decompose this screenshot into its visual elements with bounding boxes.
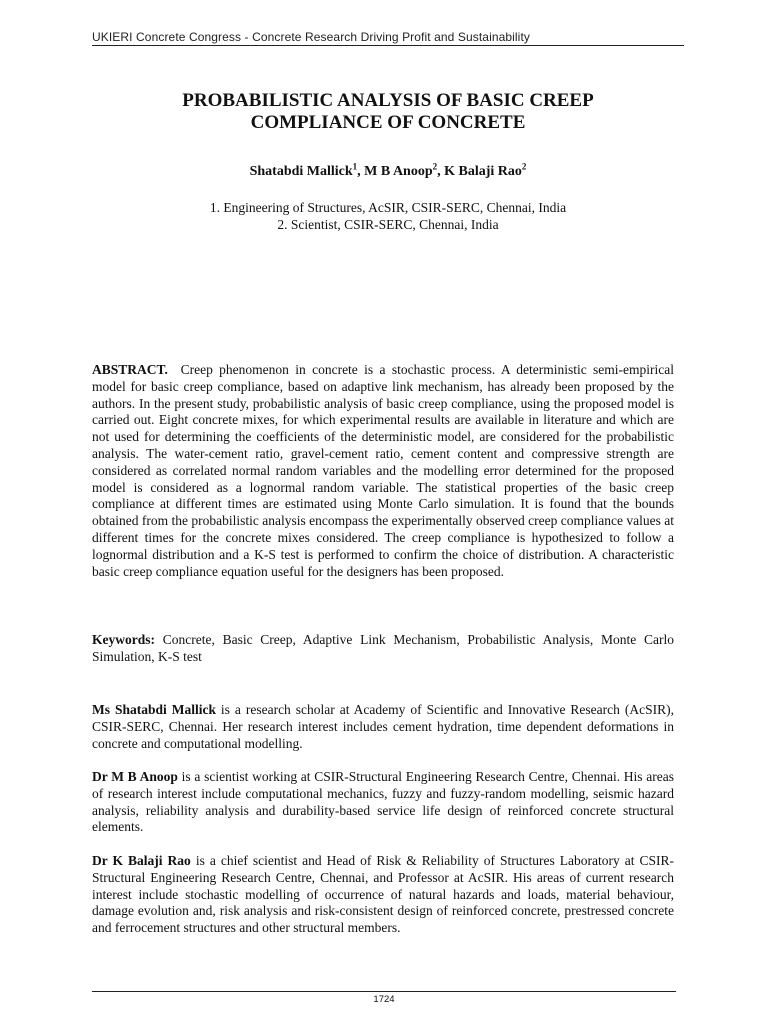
paper-title-line-2: COMPLIANCE OF CONCRETE (250, 112, 526, 133)
author-bio-balaji-rao (92, 853, 674, 937)
affiliation-2: 2. Scientist, CSIR-SERC, Chennai, India (277, 217, 499, 232)
author-bio-mallick (92, 702, 674, 752)
bio-text: is a scientist working at CSIR-Structural Engineering Research Centre, Chennai. His areas of research interest include computational mechanics, fuzzy and fuzzy-random modelling, seismic hazard analysis, reliability analysis and durability-based service life design of reinforced concrete structural elements. (92, 769, 675, 835)
keywords-text: Concrete, Basic Creep, Adaptive Link Mechanism, Probabilistic Analysis, Monte Carlo Simulation, K-S test (92, 632, 674, 664)
footer-rule (92, 991, 676, 992)
abstract-text: Creep phenomenon in concrete is a stochastic process. A deterministic semi-empirical model for basic creep compliance, based on adaptive link mechanism, has already been proposed by the authors. In the present study, probabilistic analysis of basic creep compliance, using the proposed model is carried out. Eight concrete mixes, for which experimental results are available in literature and which are not used for determining the coefficients of the deterministic model, are considered for the probabilistic analysis. The water-cement ratio, gravel-cement ratio, cement content and compressive strength are considered as correlated normal random variables and the modelling error determined for the proposed model is considered as a lognormal random variable. The statistical properties of the basic creep compliance at different times are estimated using Monte Carlo simulation. It is found that the bounds obtained from the probabilistic analysis encompass the experimentally observed creep compliance values at different times for the concrete mixes considered. The creep compliance is hypothesized to follow a lognormal distribution and a K-S test is performed to confirm the choice of distribution. A characteristic basic creep compliance equation useful for the designers has been proposed. (92, 362, 675, 579)
bio-name: Ms Shatabdi Mallick (92, 702, 216, 717)
paper-title-line-1: PROBABILISTIC ANALYSIS OF BASIC CREEP (182, 90, 594, 111)
bio-text: is a research scholar at Academy of Scientific and Innovative Research (AcSIR), CSIR-SERC, Chennai. Her research interest includes cement hydration, time dependent deformations in concrete and computational modelling. (92, 702, 674, 751)
bio-name: Dr K Balaji Rao (92, 853, 191, 868)
author-list (92, 161, 684, 180)
header-rule (92, 45, 684, 46)
author-separator: , (437, 164, 445, 179)
abstract-label: ABSTRACT. (92, 362, 168, 377)
author-bio-anoop (92, 769, 674, 836)
abstract (92, 362, 674, 580)
author-affiliation-mark: 1 (352, 161, 358, 172)
paper-title (92, 90, 684, 134)
bio-name: Dr M B Anoop (92, 769, 178, 784)
bio-text: is a chief scientist and Head of Risk & Reliability of Structures Laboratory at CSIR-Structural Engineering Research Centre, Chennai, and Professor at AcSIR. His areas of current research interest include stochastic modelling of occurrence of natural hazards and loads, material behaviour, damage evolution and, risk analysis and risk-consistent design of reinforced concrete, prestressed concrete and ferrocement structures and other structural members. (92, 853, 675, 936)
author-name: M B Anoop (364, 164, 433, 179)
author-affiliation-mark: 2 (432, 161, 438, 172)
author-affiliation-mark: 2 (521, 161, 527, 172)
page-number: 1724 (373, 994, 395, 1005)
running-header: UKIERI Concrete Congress - Concrete Research Driving Profit and Sustainability (92, 30, 530, 44)
keywords (92, 632, 674, 666)
author-separator: , (357, 164, 365, 179)
keywords-label: Keywords: (92, 632, 155, 647)
author-name: Shatabdi Mallick (249, 164, 353, 179)
affiliation-1: 1. Engineering of Structures, AcSIR, CSIR-SERC, Chennai, India (209, 200, 567, 215)
author-name: K Balaji Rao (444, 164, 522, 179)
